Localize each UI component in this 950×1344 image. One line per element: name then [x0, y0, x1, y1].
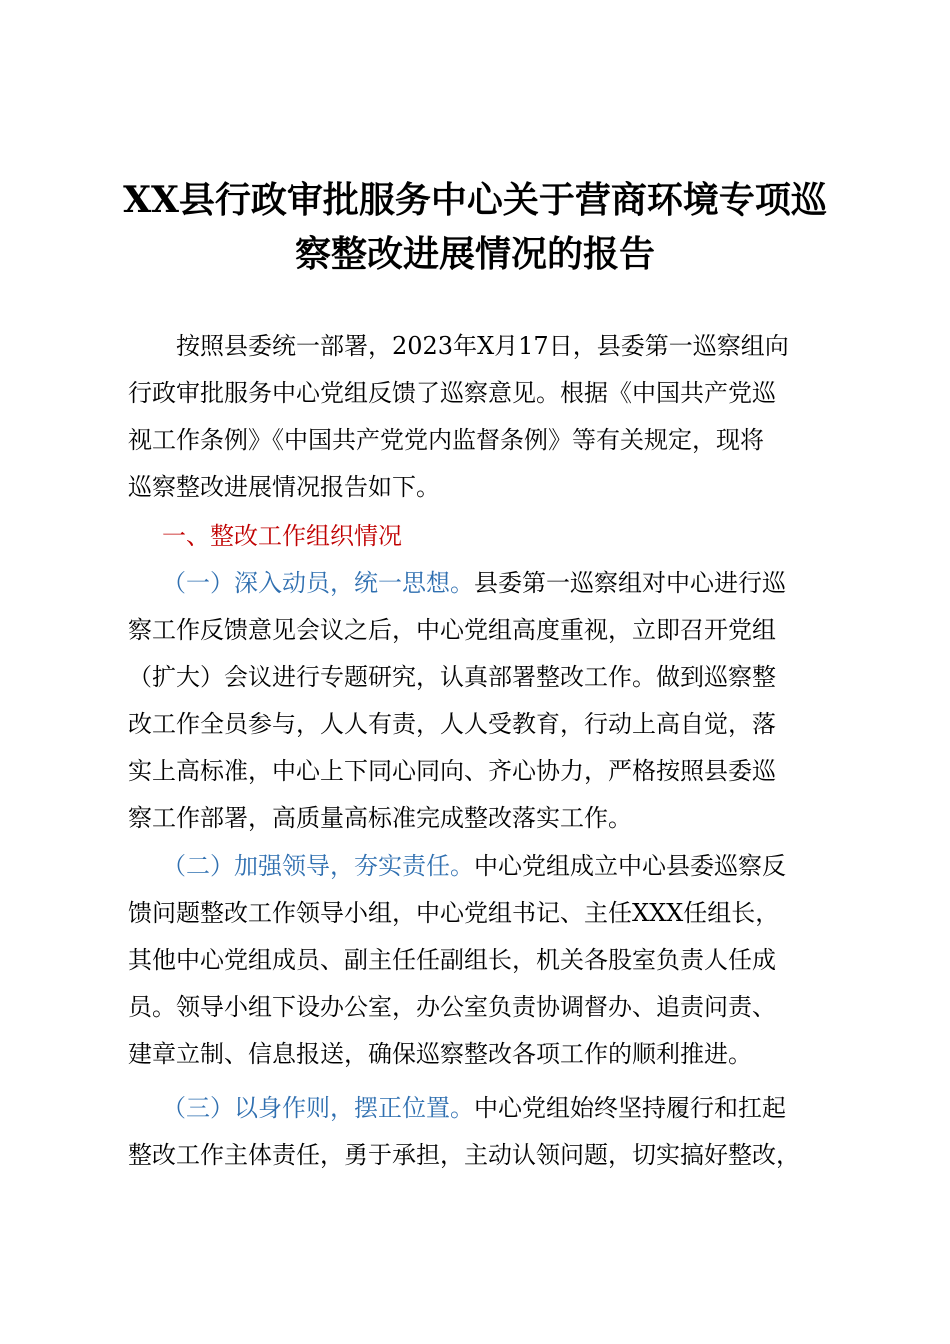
sub1-first-rest: 县委第一巡察组对中心进行巡	[474, 569, 786, 597]
section-heading-1: 一、整改工作组织情况	[162, 522, 402, 550]
sub1-line-4: 改工作全员参与，人人有责，人人受教育，行动上高自觉，落	[128, 710, 776, 738]
report-title-line-1: XX县行政审批服务中心关于营商环境专项巡	[123, 179, 827, 221]
sub1-lead: （一）深入动员，统一思想。	[162, 569, 474, 597]
sub2-line-3: 其他中心党组成员、副主任任副组长，机关各股室负责人任成	[128, 946, 776, 974]
sub2-line-5: 建章立制、信息报送，确保巡察整改各项工作的顺利推进。	[128, 1040, 752, 1068]
sub1-first-line	[162, 568, 862, 598]
sub1-line-5: 实上高标准，中心上下同心同向、齐心协力，严格按照县委巡	[128, 757, 776, 785]
sub1-line-3: （扩大）会议进行专题研究，认真部署整改工作。做到巡察整	[128, 663, 776, 691]
sub1-line-2: 察工作反馈意见会议之后，中心党组高度重视，立即召开党组	[128, 616, 776, 644]
sub3-line-2: 整改工作主体责任，勇于承担，主动认领问题，切实搞好整改，	[128, 1141, 800, 1169]
sub2-first-rest: 中心党组成立中心县委巡察反	[474, 852, 786, 880]
intro-line-1: 按照县委统一部署，2023年X月17日，县委第一巡察组向	[128, 332, 789, 360]
sub3-first-line	[162, 1093, 862, 1123]
sub3-lead: （三）以身作则，摆正位置。	[162, 1094, 474, 1122]
sub2-line-4: 员。领导小组下设办公室，办公室负责协调督办、追责问责、	[128, 993, 776, 1021]
sub2-first-line	[162, 851, 862, 881]
sub2-line-2: 馈问题整改工作领导小组，中心党组书记、主任XXX任组长，	[128, 899, 780, 927]
intro-line-2: 行政审批服务中心党组反馈了巡察意见。根据《中国共产党巡	[128, 379, 776, 407]
sub1-line-6: 察工作部署，高质量高标准完成整改落实工作。	[128, 804, 632, 832]
sub2-lead: （二）加强领导，夯实责任。	[162, 852, 474, 880]
sub3-first-rest: 中心党组始终坚持履行和扛起	[474, 1094, 786, 1122]
intro-line-4: 巡察整改进展情况报告如下。	[128, 473, 440, 501]
intro-line-3: 视工作条例》《中国共产党党内监督条例》等有关规定，现将	[128, 426, 764, 454]
report-title-line-2: 察整改进展情况的报告	[294, 233, 655, 275]
